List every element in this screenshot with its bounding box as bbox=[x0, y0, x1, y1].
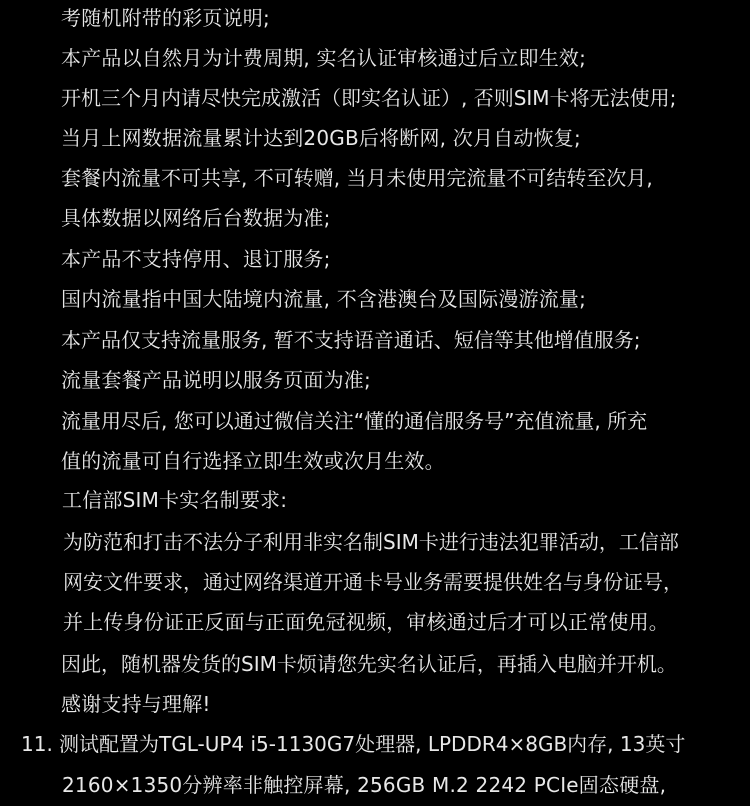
text-line-3: 开机三个月内请尽快完成激活（即实名认证）, 否则SIM卡将无法使用; bbox=[61, 86, 677, 110]
text-line-14: 为防范和打击不法分子利用非实名制SIM卡进行违法犯罪活动，工信部 bbox=[63, 530, 679, 554]
text-line-1: 考随机附带的彩页说明; bbox=[61, 6, 270, 30]
text-line-18: 感谢支持与理解! bbox=[61, 692, 211, 716]
section-heading: 工信部SIM卡实名制要求: bbox=[62, 488, 288, 512]
text-line-5: 套餐内流量不可共享, 不可转赠, 当月未使用完流量不可结转至次月, bbox=[61, 166, 653, 190]
text-line-8: 国内流量指中国大陆境内流量, 不含港澳台及国际漫游流量; bbox=[61, 287, 587, 311]
text-line-7: 本产品不支持停用、退订服务; bbox=[61, 247, 331, 271]
text-line-9: 本产品仅支持流量服务, 暂不支持语音通话、短信等其他增值服务; bbox=[61, 328, 641, 352]
list-item-number: 11. bbox=[21, 732, 53, 756]
text-line-16: 并上传身份证正反面与正面免冠视频，审核通过后才可以正常使用。 bbox=[63, 610, 669, 634]
text-line-4: 当月上网数据流量累计达到20GB后将断网, 次月自动恢复; bbox=[61, 126, 581, 150]
item11-line-2: 2160×1350分辨率非触控屏幕, 256GB M.2 2242 PCIe固态硬盘, bbox=[62, 773, 667, 797]
text-line-12: 值的流量可自行选择立即生效或次月生效。 bbox=[61, 449, 445, 473]
text-line-17: 因此，随机器发货的SIM卡烦请您先实名认证后，再插入电脑并开机。 bbox=[61, 652, 677, 676]
item11-line-1: 测试配置为TGL-UP4 i5-1130G7处理器, LPDDR4×8GB内存, 13英寸 bbox=[59, 732, 686, 756]
text-line-11: 流量用尽后, 您可以通过微信关注“懂的通信服务号”充值流量, 所充 bbox=[61, 409, 648, 433]
text-line-15: 网安文件要求，通过网络渠道开通卡号业务需要提供姓名与身份证号， bbox=[63, 570, 683, 594]
text-line-2: 本产品以自然月为计费周期, 实名认证审核通过后立即生效; bbox=[61, 46, 587, 70]
text-line-10: 流量套餐产品说明以服务页面为准; bbox=[61, 368, 371, 392]
text-line-6: 具体数据以网络后台数据为准; bbox=[61, 206, 331, 230]
